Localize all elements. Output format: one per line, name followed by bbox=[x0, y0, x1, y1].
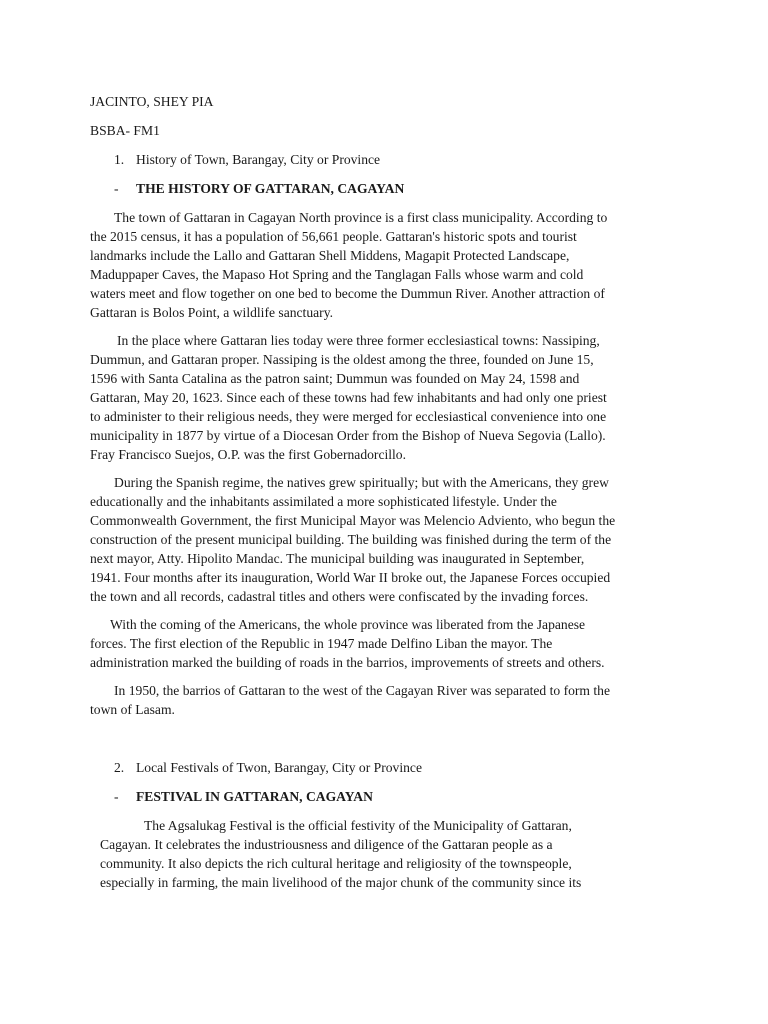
paragraph-line: especially in farming, the main livelihood of the major chunk of the community since its bbox=[100, 875, 582, 890]
paragraph-line: 1596 with Santa Catalina as the patron saint; Dummun was founded on May 24, 1598 and bbox=[90, 371, 580, 386]
paragraph-line: construction of the present municipal building. The building was finished during the term of the bbox=[90, 532, 612, 547]
paragraph-line: Commonwealth Government, the first Municipal Mayor was Melencio Adviento, who begun the bbox=[90, 513, 616, 528]
paragraph-line: educationally and the inhabitants assimilated a more sophisticated lifestyle. Under the bbox=[90, 494, 557, 509]
paragraph-line: waters meet and flow together on one bed to become the Dummun River. Another attraction of bbox=[90, 286, 605, 301]
paragraph-line: The Agsalukag Festival is the official festivity of the Municipality of Gattaran, bbox=[144, 818, 572, 833]
paragraph-line: to administer to their religious needs, they were merged for ecclesiastical convenience into one bbox=[90, 409, 607, 424]
course-code: BSBA- FM1 bbox=[90, 123, 160, 138]
paragraph-1 bbox=[90, 208, 678, 322]
paragraph-line: Maduppaper Caves, the Mapaso Hot Spring and the Tanglagan Falls whose warm and cold bbox=[90, 267, 584, 282]
paragraph-line: Fray Francisco Suejos, O.P. was the first Gobernadorcillo. bbox=[90, 447, 407, 462]
paragraph-line: Dummun, and Gattaran proper. Nassiping is the oldest among the three, founded on June 15, bbox=[90, 352, 594, 367]
paragraph-line: 1941. Four months after its inauguration, World War II broke out, the Japanese Forces occupied bbox=[90, 570, 611, 585]
section-2-number: 2. bbox=[114, 760, 125, 775]
paragraph-line: In the place where Gattaran lies today were three former ecclesiastical towns: Nassiping, bbox=[117, 333, 600, 348]
section-1-title-text: History of Town, Barangay, City or Province bbox=[136, 152, 381, 167]
paragraph-3 bbox=[90, 473, 678, 606]
paragraph-4 bbox=[90, 615, 678, 672]
paragraph-line: forces. The first election of the Republic in 1947 made Delfino Liban the mayor. The bbox=[90, 636, 553, 651]
paragraph-line: The town of Gattaran in Cagayan North province is a first class municipality. According to bbox=[114, 210, 608, 225]
paragraph-line: Gattaran is Bolos Point, a wildlife sanctuary. bbox=[90, 305, 334, 320]
section-2-heading bbox=[90, 787, 678, 806]
paragraph-2 bbox=[90, 331, 678, 464]
section-2-title-text: Local Festivals of Twon, Barangay, City or Province bbox=[136, 760, 422, 775]
paragraph-6 bbox=[90, 816, 678, 892]
paragraph-line: With the coming of the Americans, the whole province was liberated from the Japanese bbox=[110, 617, 586, 632]
section-2-title bbox=[90, 758, 678, 777]
section-2-dash: - bbox=[114, 789, 119, 804]
paragraph-line: Gattaran, May 20, 1623. Since each of these towns had few inhabitants and had only one priest bbox=[90, 390, 607, 405]
paragraph-line: the 2015 census, it has a population of 56,661 people. Gattaran's historic spots and tourist bbox=[90, 229, 577, 244]
paragraph-line: the town and all records, cadastral titles and others were confiscated by the invading forces. bbox=[90, 589, 589, 604]
paragraph-line: municipality in 1877 by virtue of a Diocesan Order from the Bishop of Nueva Segovia (Lallo). bbox=[90, 428, 606, 443]
section-1-heading-text: THE HISTORY OF GATTARAN, CAGAYAN bbox=[136, 181, 405, 196]
paragraph-line: In 1950, the barrios of Gattaran to the west of the Cagayan River was separated to form the bbox=[114, 683, 611, 698]
paragraph-line: town of Lasam. bbox=[90, 702, 175, 717]
paragraph-line: landmarks include the Lallo and Gattaran Shell Middens, Magapit Protected Landscape, bbox=[90, 248, 570, 263]
author-name: JACINTO, SHEY PIA bbox=[90, 94, 214, 109]
paragraph-line: During the Spanish regime, the natives grew spiritually; but with the Americans, they grew bbox=[114, 475, 609, 490]
section-1-title bbox=[90, 150, 678, 169]
paragraph-5 bbox=[90, 681, 678, 719]
section-1-dash: - bbox=[114, 181, 119, 196]
paragraph-line: community. It also depicts the rich cultural heritage and religiosity of the townspeople, bbox=[100, 856, 572, 871]
section-2-heading-text: FESTIVAL IN GATTARAN, CAGAYAN bbox=[136, 789, 373, 804]
section-1-number: 1. bbox=[114, 152, 125, 167]
paragraph-line: next mayor, Atty. Hipolito Mandac. The municipal building was inaugurated in September, bbox=[90, 551, 585, 566]
paragraph-line: administration marked the building of roads in the barrios, improvements of streets and others. bbox=[90, 655, 605, 670]
section-1-heading bbox=[90, 179, 678, 198]
paragraph-line: Cagayan. It celebrates the industriousness and diligence of the Gattaran people as a bbox=[100, 837, 553, 852]
